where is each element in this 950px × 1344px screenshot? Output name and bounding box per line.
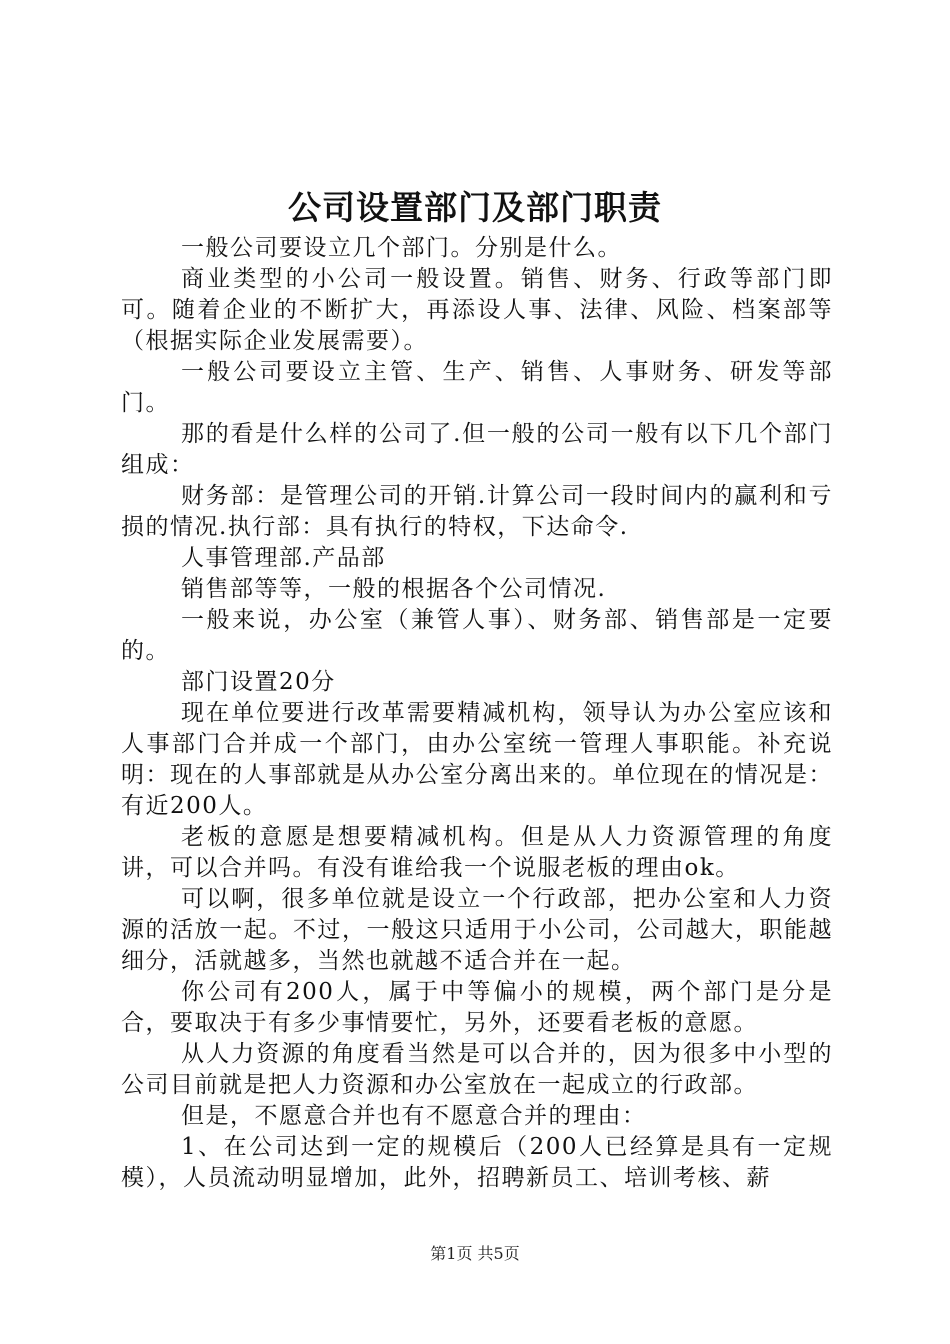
paragraph: 但是，不愿意合并也有不愿意合并的理由： (181, 1103, 647, 1129)
paragraph: 人事管理部.产品部 (181, 545, 386, 571)
paragraph: 一般公司要设立几个部门。分别是什么。 (181, 235, 622, 261)
paragraph: 可以啊，很多单位就是设立一个行政部，把办公室和人力资源的活放一起。不过，一般这只适用于小公司，公司越大，职能越细分，活就越多，当然也就越不适合并在一起。 (121, 886, 833, 974)
page-footer: 第1页 共5页 (430, 1244, 520, 1263)
paragraph: 财务部：是管理公司的开销.计算公司一段时间内的赢利和亏损的情况.执行部：具有执行的特权，下达命令. (121, 483, 833, 540)
paragraph: 一般公司要设立主管、生产、销售、人事财务、研发等部门。 (121, 359, 833, 416)
paragraph: 1、在公司达到一定的规模后（200人已经算是具有一定规模），人员流动明显增加，此外，招聘新员工、培训考核、薪 (121, 1134, 833, 1191)
paragraph: 一般来说，办公室（兼管人事）、财务部、销售部是一定要的。 (121, 607, 833, 664)
paragraph: 部门设置20分 (181, 669, 336, 695)
paragraph: 那的看是什么样的公司了.但一般的公司一般有以下几个部门组成： (121, 421, 833, 478)
paragraph: 从人力资源的角度看当然是可以合并的，因为很多中小型的公司目前就是把人力资源和办公室放在一起成立的行政部。 (121, 1041, 833, 1098)
document-title: 公司设置部门及部门职责 (288, 188, 662, 227)
paragraph: 商业类型的小公司一般设置。销售、财务、行政等部门即可。随着企业的不断扩大，再添设人事、法律、风险、档案部等（根据实际企业发展需要）。 (121, 266, 833, 354)
paragraph: 老板的意愿是想要精减机构。但是从人力资源管理的角度讲，可以合并吗。有没有谁给我一个说服老板的理由ok。 (121, 824, 833, 881)
paragraph: 你公司有200人，属于中等偏小的规模，两个部门是分是合，要取决于有多少事情要忙，另外，还要看老板的意愿。 (121, 979, 833, 1036)
document-body (121, 233, 833, 1194)
paragraph: 现在单位要进行改革需要精减机构，领导认为办公室应该和人事部门合并成一个部门，由办公室统一管理人事职能。补充说明：现在的人事部就是从办公室分离出来的。单位现在的情况是：有近200人。 (121, 700, 833, 819)
paragraph: 销售部等等，一般的根据各个公司情况. (181, 576, 607, 602)
